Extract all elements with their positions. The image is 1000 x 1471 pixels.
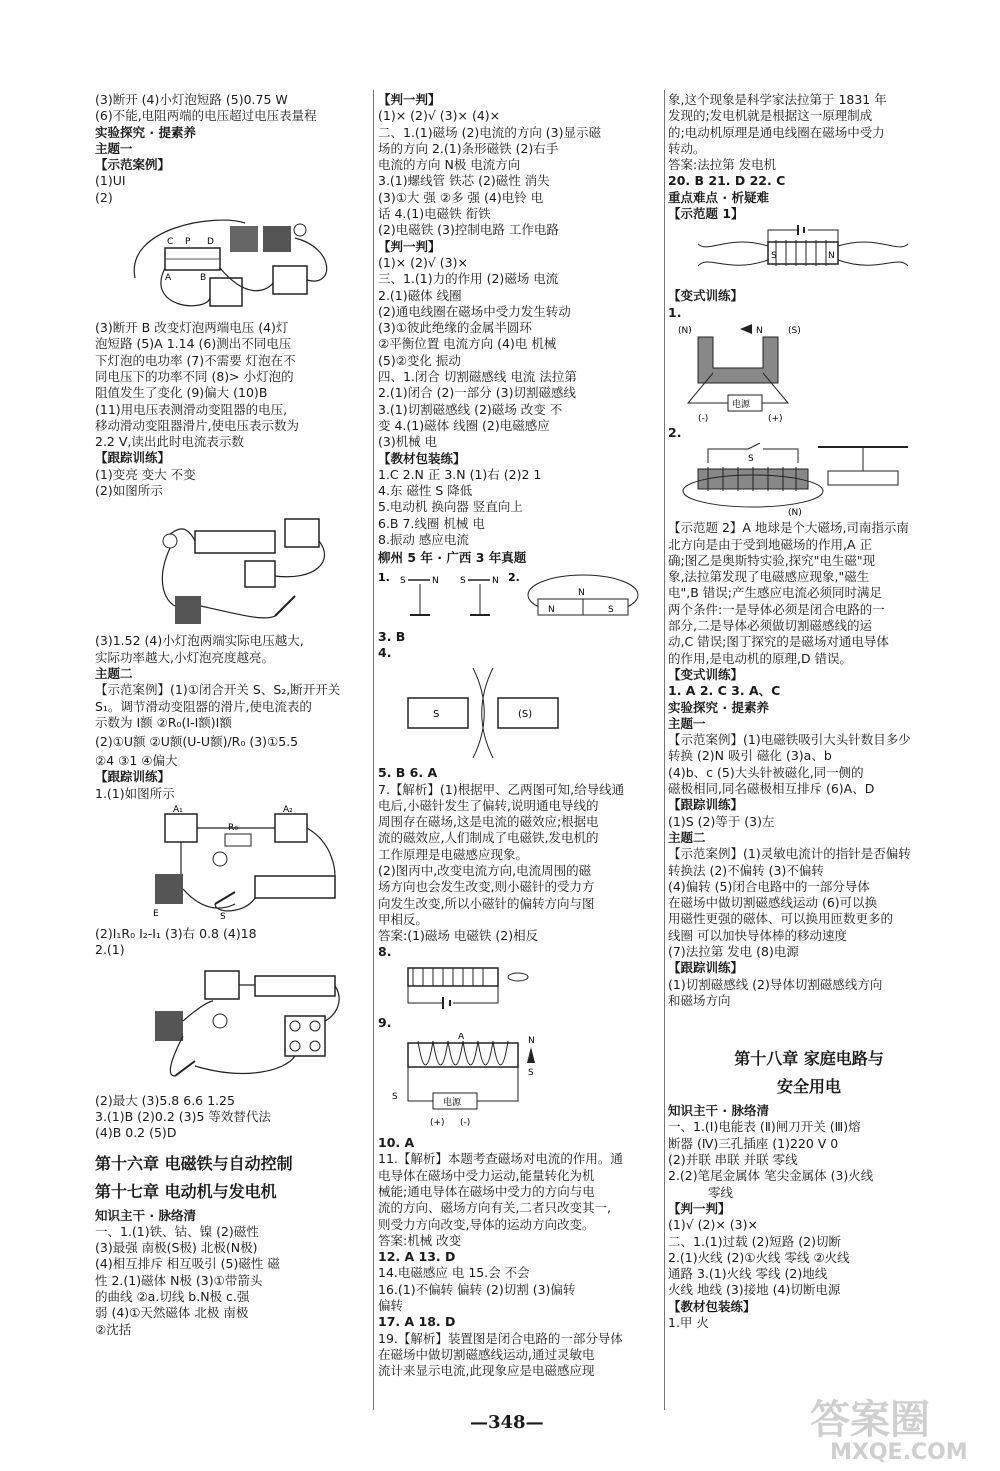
text-line: 性 2.(1)磁体 N极 (3)①带箭头: [95, 1272, 263, 1288]
fig-label: S: [433, 709, 440, 721]
textbook-tag: 【教材包装练】: [378, 450, 466, 466]
text-line: 转换法 (2)不偏转 (3)不偏转: [668, 862, 824, 878]
text-line: 话 4.(1)电磁铁 衔铁: [378, 206, 491, 222]
text-line: (3)①大 强 ②多 强 (4)电铃 电: [378, 189, 544, 205]
text-line: 2.(1)火线 (2)①火线 零线 ②火线: [668, 1249, 850, 1265]
column-right: [668, 92, 950, 1331]
fig-label: (-): [698, 413, 709, 423]
text-line: 械能;通电导体在磁场中受力的方向与电: [378, 1183, 595, 1199]
circuit-diagram-3: [95, 804, 355, 924]
theme-heading: 主题一: [668, 715, 706, 731]
text-line: 的作用,是电动机的原理,D 错误。: [668, 650, 853, 666]
text-line: 周围存在磁场,这是电流的磁效应;根据电: [378, 814, 599, 830]
text-line: (1)√ (2)× (3)×: [668, 1217, 758, 1233]
text-line: (1)× (2)√ (3)×: [378, 254, 468, 270]
text-line: 【示范题 2】A 地球是个大磁场,司南指示南: [668, 520, 909, 536]
fig-label: (S): [788, 325, 801, 336]
text-line: 泡短路 (5)A 1.14 (6)测出不同电压: [95, 336, 292, 352]
section-title: 实验探究 · 提素养: [668, 699, 769, 715]
text-line: 1.C 2.N 正 3.N (1)右 (2)2 1: [378, 466, 542, 482]
text-line: 阻值发生了变化 (9)偏大 (10)B: [95, 385, 268, 401]
circuit-diagram-1: [95, 208, 355, 318]
fig-label: A: [165, 273, 172, 284]
text-line: 12. A 13. D: [378, 1249, 456, 1265]
text-line: (3)1.52 (4)小灯泡两端实际电压越大,: [95, 633, 304, 649]
text-line: (2): [95, 189, 113, 205]
text-line: 3.(1)切割磁感线 (2)磁场 改变 不: [378, 401, 563, 417]
text-line: 4.东 磁性 S 降低: [378, 483, 473, 499]
text-line: 在磁场中做切割磁感线运动 (6)可以换: [668, 895, 878, 911]
fig-label: 电源: [732, 399, 751, 410]
text-line: 在磁场中做切割磁感线运动,通过灵敏电: [378, 1346, 595, 1362]
text-line: 5.电动机 换向器 竖直向上: [378, 499, 523, 515]
text-line: (2)图丙中,改变电流方向,电流周围的磁: [378, 862, 592, 878]
text-line: 部分,二是导体必须做切割磁感线的运: [668, 618, 872, 634]
fig-label: (-): [460, 1118, 471, 1129]
text-line: 断器 (Ⅳ)三孔插座 (1)220 V 0: [668, 1135, 839, 1151]
figure-sample-1: [668, 224, 938, 286]
fig-label: N: [756, 325, 763, 336]
text-line: ②沈括: [95, 1321, 132, 1337]
text-line: 转换 (2)N 吸引 磁化 (3)a、b: [668, 748, 832, 764]
text-line: 20. B 21. D 22. C: [668, 173, 786, 189]
fig-label: R₀: [228, 823, 238, 834]
text-line: 8.振动 感应电流: [378, 532, 469, 548]
column-divider-2: [664, 90, 665, 1410]
text-line: (1)× (2)√ (3)× (4)×: [378, 108, 501, 124]
text-line: (3)最强 南极(S极) 北极(N极): [95, 1240, 258, 1256]
text-line: 转动。: [668, 140, 706, 156]
text-line: 2.(2)笔尾金属体 笔尖金属体 (3)火线: [668, 1168, 874, 1184]
text-line: 磁极相同,同名磁极相互排斥 (6)A、D: [668, 781, 875, 797]
text-line: 3.(1)B (2)0.2 (3)5 等效替代法: [95, 1108, 271, 1124]
answer-line: 答案:法拉第 发电机: [668, 157, 777, 173]
text-line: (2)通电线圈在磁场中受力发生转动: [378, 303, 571, 319]
variant-tag: 【变式训练】: [668, 666, 744, 682]
text-line: 三、1.(1)力的作用 (2)磁场 电流: [378, 271, 559, 287]
fig-label: N: [432, 575, 439, 586]
text-line: 变 4.(1)磁体 线圈 (2)电磁感应: [378, 417, 550, 433]
text-line: 北方向是由于受到地磁场的作用,A 正: [668, 536, 872, 552]
text-line: 【示范案例】(1)①闭合开关 S、S₂,断开开关: [95, 682, 341, 698]
text-line: 则受力方向改变,导体的运动方向改变。: [378, 1216, 595, 1232]
text-line: 1.甲 火: [668, 1315, 709, 1331]
text-line: 【示范案例】(1)灵敏电流计的指针是否偏转: [668, 846, 911, 862]
fig-label: S: [528, 1068, 534, 1079]
chapter-title: 安全用电: [776, 1077, 841, 1097]
fig-label: D: [207, 237, 214, 248]
text-line: (1)S (2)等于 (3)左: [668, 813, 775, 829]
text-line: 象,这个现象是科学家法拉第于 1831 年: [668, 92, 887, 107]
sample-tag: 【示范题 1】: [668, 206, 744, 222]
fig-label: (N): [788, 508, 802, 519]
text-line: 5. B 6. A: [378, 765, 438, 781]
text-line: 动,C 错误;图丁探究的是磁场对通电导体: [668, 634, 889, 650]
text-line: (2)①U额 ②U额(U-U额)/R₀ (3)①5.5: [95, 734, 299, 750]
fig-label: A₁: [173, 805, 183, 816]
text-line: 11.【解析】本题考查磁场对电流的作用。通: [378, 1151, 623, 1167]
text-line: 2.(1): [95, 942, 125, 958]
text-line: 电导体在磁场中受力运动,能量转化为机: [378, 1167, 595, 1183]
fig-label: N: [548, 604, 555, 615]
question-number: 2.: [508, 570, 520, 584]
text-line: (4)B 0.2 (5)D: [95, 1125, 177, 1141]
fig-label: N: [528, 1036, 535, 1047]
text-line: 实际功率越大,小灯泡亮度越亮。: [95, 649, 274, 665]
text-line: (3)机械 电: [378, 434, 438, 450]
text-line: (3)①彼此绝缘的金属半圆环: [378, 320, 532, 336]
question-number: 1.: [378, 570, 390, 584]
text-line: (3)断开 (4)小灯泡短路 (5)0.75 W: [95, 92, 288, 107]
section-title: 实验探究 · 提素养: [95, 124, 196, 140]
text-line: 电流的方向 N极 电流方向: [378, 157, 521, 173]
text-line: 的曲线 ②a.切线 b.N极 c.强: [95, 1288, 250, 1304]
track-tag: 【跟踪训练】: [95, 450, 171, 466]
text-line: 流的磁效应,人们制成了电磁铁,发电机的: [378, 830, 599, 846]
text-line: 的;电动机原理是通电线圈在磁场中受力: [668, 124, 885, 140]
text-line: 1. A 2. C 3. A、C: [668, 683, 781, 699]
figure-variant-2: [668, 443, 938, 518]
figure-q1-q2: [378, 569, 648, 627]
column-left: [95, 92, 370, 1338]
variant-tag: 【变式训练】: [668, 288, 744, 304]
text-line: (1)变亮 变大 不变: [95, 466, 196, 482]
text-line: 电后,小磁针发生了偏转,说明通电导线的: [378, 797, 599, 813]
theme-heading: 主题二: [668, 829, 706, 845]
text-line: (2)如图所示: [95, 483, 163, 499]
section-title: 柳州 5 年 · 广西 3 年真题: [378, 550, 527, 566]
text-line: 确;图乙是奥斯特实验,探究"电生磁"现: [668, 552, 876, 568]
text-line: 示数为 I额 ②R₀(I-I额)I额: [95, 714, 232, 730]
figure-q9: [378, 1033, 648, 1133]
text-line: 流的方向、磁场方向有关,二者只改变其一,: [378, 1200, 611, 1216]
fig-label: S: [220, 912, 226, 923]
fig-label: 电源: [443, 1098, 462, 1109]
chapter-title: 第十七章 电动机与发电机: [95, 1181, 277, 1201]
text-line: 二、1.(1)过载 (2)短路 (2)切断: [668, 1233, 841, 1249]
answer-line: 答案:(1)磁场 电磁铁 (2)相反: [378, 928, 539, 944]
text-line: 象,法拉第发现了电磁感应现象,"磁生: [668, 569, 870, 585]
text-line: 甲相反。: [378, 911, 429, 927]
text-line: 场方向也会发生改变,则小磁针的受力方: [378, 879, 595, 895]
text-line: (2)I₁R₀ I₂-I₁ (3)右 0.8 (4)18: [95, 926, 257, 942]
text-line: 场的方向 2.(1)条形磁铁 (2)右手: [378, 140, 559, 156]
theme-heading: 主题二: [95, 665, 133, 681]
text-line: 7.【解析】(1)根据甲、乙两图可知,给导线通: [378, 781, 625, 797]
fig-label: N: [492, 575, 499, 586]
text-line: 3.(1)螺线管 铁芯 (2)磁性 消失: [378, 173, 550, 189]
text-line: 和磁场方向: [668, 992, 731, 1008]
text-line: 零线: [708, 1184, 734, 1200]
track-tag: 【跟踪训练】: [668, 960, 744, 976]
text-line: ②平衡位置 电流方向 (4)电 机械: [378, 336, 557, 352]
text-line: 8.: [378, 944, 392, 960]
text-line: 19.【解析】装置图是闭合电路的一部分导体: [378, 1330, 623, 1346]
fig-label: S: [460, 575, 466, 586]
text-line: (2)最大 (3)5.8 6.6 1.25: [95, 1092, 235, 1108]
track-tag: 【跟踪训练】: [668, 797, 744, 813]
fig-label: E: [153, 909, 159, 920]
column-divider-1: [373, 90, 374, 1410]
column-middle: [378, 92, 661, 1380]
text-line: (4)偏转 (5)闭合电路中的一部分导体: [668, 878, 870, 894]
section-title: 知识主干 · 脉络清: [668, 1103, 769, 1119]
text-line: 偏转: [378, 1298, 404, 1314]
circuit-diagram-4: [95, 961, 355, 1091]
fig-label: P: [185, 237, 191, 248]
text-line: 16.(1)不偏转 偏转 (2)切割 (3)偏转: [378, 1281, 576, 1297]
judge-tag: 【判一判】: [668, 1200, 731, 1216]
section-title: 重点难点 · 析疑难: [668, 189, 769, 205]
text-line: 流计来显示电流,此现象应是电磁感应现: [378, 1363, 595, 1379]
fig-label: S: [400, 575, 406, 586]
figure-q4: [378, 663, 648, 763]
text-line: 9.: [378, 1014, 392, 1030]
text-line: 2.(1)磁体 线圈: [378, 287, 462, 303]
theme-heading: 主题一: [95, 140, 133, 156]
text-line: 14.电磁感应 电 15.会 不会: [378, 1265, 530, 1281]
page-number: —348—: [470, 1412, 544, 1433]
text-line: 移动滑动变阻器滑片,使电压表示数为: [95, 417, 299, 433]
judge-tag: 【判一判】: [378, 238, 441, 254]
text-line: 发现的;发电机就是根据这一原理制成: [668, 108, 873, 124]
text-line: (5)②变化 振动: [378, 352, 461, 368]
textbook-tag: 【教材包装练】: [668, 1298, 756, 1314]
fig-label: S: [748, 454, 754, 465]
fig-label: B: [200, 273, 207, 284]
text-line: 用磁性更强的磁体、可以换用匝数更多的: [668, 911, 894, 927]
section-title: 知识主干 · 脉络清: [95, 1207, 196, 1223]
watermark-url: MXQE.COM: [830, 1440, 968, 1465]
text-line: 1.(1)如图所示: [95, 785, 175, 801]
text-line: S₁。调节滑动变阻器的滑片,使电流表的: [95, 698, 312, 714]
figure-variant-1: [668, 323, 938, 423]
text-line: (3)断开 B 改变灯泡两端电压 (4)灯: [95, 320, 289, 336]
text-line: 3. B: [378, 628, 406, 644]
text-line: 同电压下的功率不同 (8)> 小灯泡的: [95, 368, 294, 384]
text-line: 10. A: [378, 1135, 415, 1151]
fig-label: S: [392, 1092, 398, 1103]
fig-label: (N): [678, 325, 692, 336]
fig-label: A: [458, 1033, 465, 1043]
fig-label: S: [608, 604, 614, 615]
chapter-title: 第十八章 家庭电路与: [734, 1049, 884, 1069]
text-line: 弱 (4)①天然磁体 北极 南极: [95, 1305, 249, 1321]
text-line: 通路 3.(1)火线 零线 (2)地线: [668, 1266, 828, 1282]
text-line: 17. A 18. D: [378, 1314, 456, 1330]
text-line: 一、1.(Ⅰ)电能表 (Ⅱ)闸刀开关 (Ⅲ)熔: [668, 1119, 861, 1135]
text-line: 2.: [668, 424, 682, 440]
fig-label: N: [828, 251, 835, 262]
fig-label: N: [578, 587, 585, 598]
text-line: (1)UI: [95, 173, 126, 189]
judge-tag: 【判一判】: [378, 92, 441, 107]
text-line: 工作原理是电磁感应现象。: [378, 846, 529, 862]
fig-label: A₂: [283, 805, 293, 816]
text-line: 一、1.(1)铁、钴、镍 (2)磁性: [95, 1223, 259, 1239]
fig-label: (+): [768, 413, 783, 423]
text-line: 2.2 V,读出此时电流表示数: [95, 434, 244, 450]
circuit-diagram-2: [95, 501, 355, 631]
text-line: 电",B 错误;产生感应电流必须同时满足: [668, 585, 882, 601]
text-line: 1.: [668, 304, 682, 320]
text-line: (4)相互排斥 相互吸引 (5)磁性 磁: [95, 1256, 280, 1272]
example-tag: 【示范案例】: [95, 157, 171, 173]
text-line: 4.: [378, 644, 392, 660]
text-line: 火线 地线 (3)接地 (4)切断电源: [668, 1282, 841, 1298]
text-line: 下灯泡的电功率 (7)不需要 灯泡在不: [95, 352, 296, 368]
answer-line: 答案:机械 改变: [378, 1232, 462, 1248]
figure-q8: [378, 963, 648, 1013]
text-line: 6.B 7.线圈 机械 电: [378, 515, 485, 531]
text-line: 二、1.(1)磁场 (2)电流的方向 (3)显示磁: [378, 124, 601, 140]
text-line: (6)不能,电阻两端的电压超过电压表量程: [95, 108, 317, 124]
text-line: 线圈 可以加快导体棒的移动速度: [668, 927, 847, 943]
text-line: (2)电磁铁 (3)控制电路 工作电路: [378, 222, 559, 238]
watermark-logo: 答案圈: [810, 1397, 930, 1443]
text-line: (4)b、c (5)大头针被磁化,同一侧的: [668, 764, 864, 780]
text-line: (7)法拉第 发电 (8)电源: [668, 943, 799, 959]
text-line: (11)用电压表测滑动变阻器的电压,: [95, 401, 288, 417]
text-line: ②4 ③1 ④偏大: [95, 753, 178, 769]
text-line: (2)并联 串联 并联 零线: [668, 1152, 798, 1168]
fig-label: C: [167, 237, 174, 248]
text-line: (1)切割磁感线 (2)导体切割磁感线方向: [668, 976, 883, 992]
text-line: 【示范案例】(1)电磁铁吸引大头针数目多少: [668, 732, 911, 748]
text-line: 向发生改变,所以小磁针的偏转方向与图: [378, 895, 595, 911]
fig-label: (S): [518, 709, 533, 721]
chapter-title: 第十六章 电磁铁与自动控制: [95, 1153, 293, 1173]
text-line: 两个条件:一是导体必须是闭合电路的一: [668, 601, 885, 617]
text-line: 2.(1)闭合 (2)一部分 (3)切割磁感线: [378, 385, 576, 401]
fig-label: (+): [430, 1118, 445, 1129]
track-tag: 【跟踪训练】: [95, 769, 171, 785]
fig-label: S: [771, 251, 777, 262]
text-line: 四、1.闭合 切割磁感线 电流 法拉第: [378, 369, 577, 385]
